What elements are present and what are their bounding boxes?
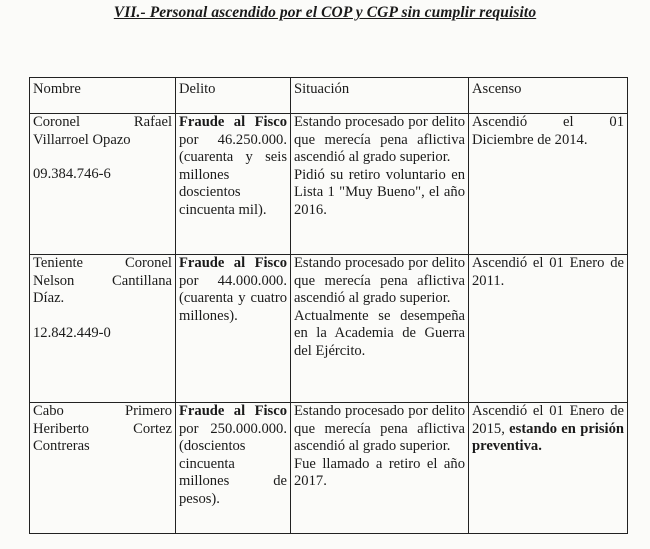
header-nombre: Nombre (30, 78, 176, 114)
nombre-text: Coronel Rafael Villarroel Opazo (33, 114, 172, 148)
cell-ascenso (469, 403, 628, 534)
table-row (30, 114, 628, 255)
cell-nombre (30, 255, 176, 403)
cell-nombre (30, 114, 176, 255)
ascenso-text: Ascendió el 01 Enero de 2015, (472, 403, 624, 437)
cell-delito (176, 114, 291, 255)
header-situacion: Situación (291, 78, 469, 114)
delito-bold: Fraude al Fisco (179, 114, 287, 130)
ascenso-text: Ascendió el 01 Diciembre de 2014. (472, 114, 624, 148)
personnel-table (29, 77, 628, 534)
table-row (30, 403, 628, 534)
ascenso-text: Ascendió el 01 Enero de 2011. (472, 255, 624, 289)
section-title: VII.- Personal ascendido por el COP y CGP sin cumplir requisito (113, 4, 537, 21)
delito-text: por 44.000.000. (cuarenta y cuatro millones). (179, 272, 287, 324)
cell-situacion: Estando procesado por delito que merecía pena aflictiva ascendió al grado superior. Fue llamado a retiro el año 2017. (291, 403, 469, 534)
rut-text: 12.842.449-0 (33, 324, 111, 341)
nombre-text: Cabo Primero Heriberto Cortez Contreras (33, 403, 172, 454)
rut-text: 09.384.746-6 (33, 166, 111, 182)
cell-situacion: Estando procesado por delito que merecía pena aflictiva ascendió al grado superior. Actualmente se desempeña en la Academia de Guerra del Ejército. (291, 255, 469, 403)
cell-situacion: Estando procesado por delito que merecía pena aflictiva ascendió al grado superior. Pidió su retiro voluntario en Lista 1 "Muy Bueno", el año 2016. (291, 114, 469, 255)
delito-text: por 250.000.000. (doscientos cincuenta millones de pesos). (179, 420, 287, 507)
nombre-text: Teniente Coronel Nelson Cantillana Díaz. (33, 255, 172, 306)
table-header-row (30, 78, 628, 114)
delito-text: por 46.250.000. (cuarenta y seis millones doscientos cincuenta mil). (179, 131, 287, 218)
cell-ascenso (469, 255, 628, 403)
table-row (30, 255, 628, 403)
header-ascenso: Ascenso (469, 78, 628, 114)
delito-bold: Fraude al Fisco (179, 403, 287, 419)
cell-delito (176, 403, 291, 534)
cell-delito (176, 255, 291, 403)
cell-ascenso (469, 114, 628, 255)
ascenso-bold: estando en prisión preventiva. (472, 420, 625, 454)
header-delito: Delito (176, 78, 291, 114)
cell-nombre (30, 403, 176, 534)
delito-bold: Fraude al Fisco (179, 255, 287, 271)
